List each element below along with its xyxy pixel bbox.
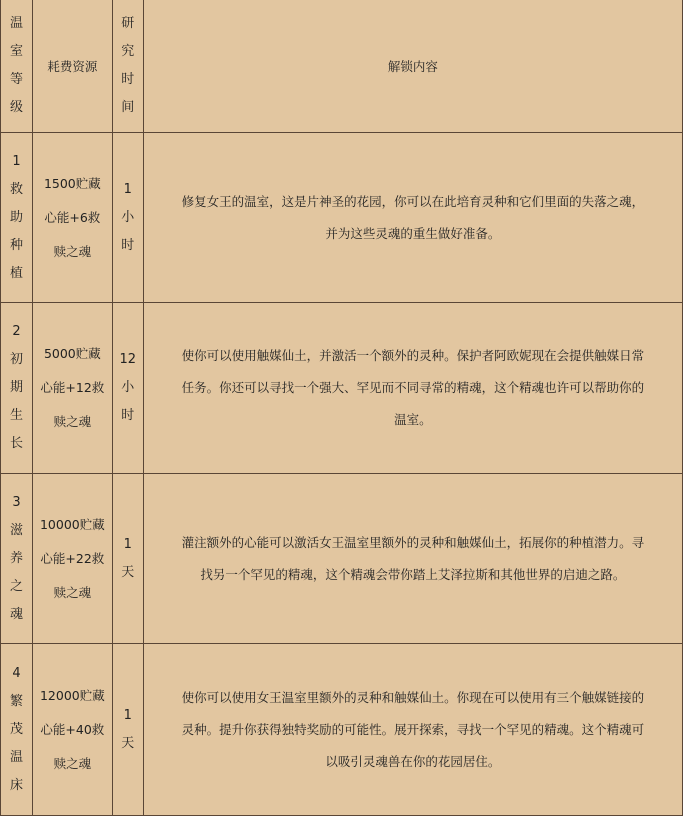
time-cell: 1 天 xyxy=(112,474,143,644)
level-cell: 3 滋 养 之 魂 xyxy=(1,474,33,644)
header-unlock: 解锁内容 xyxy=(143,0,682,133)
level-cell: 1 救 助 种 植 xyxy=(1,133,33,303)
unlock-cell: 使你可以使用触媒仙土，并激活一个额外的灵种。保护者阿欧妮现在会提供触媒日常 任务。你还可以寻找一个强大、罕见而不同寻常的精魂，这个精魂也许可以帮助你的 温室。 xyxy=(143,303,682,474)
level-cell: 2 初 期 生 长 xyxy=(1,303,33,474)
cost-cell: 5000贮藏 心能+12救 赎之魂 xyxy=(32,303,112,474)
cost-cell: 1500贮藏 心能+6救 赎之魂 xyxy=(32,133,112,303)
cost-cell: 12000贮藏 心能+40救 赎之魂 xyxy=(32,644,112,816)
table-row xyxy=(1,644,683,816)
unlock-cell: 使你可以使用女王温室里额外的灵种和触媒仙土。你现在可以使用有三个触媒链接的 灵种。提升你获得独特奖励的可能性。展开探索，寻找一个罕见的精魂。这个精魂可 以吸引灵魂兽在你的花园居住。 xyxy=(143,644,682,816)
header-time: 研 究 时 间 xyxy=(112,0,143,133)
time-cell: 12 小 时 xyxy=(112,303,143,474)
header-cost: 耗费资源 xyxy=(32,0,112,133)
header-row xyxy=(1,0,683,133)
cost-cell: 10000贮藏 心能+22救 赎之魂 xyxy=(32,474,112,644)
level-cell: 4 繁 茂 温 床 xyxy=(1,644,33,816)
time-cell: 1 小 时 xyxy=(112,133,143,303)
table-row xyxy=(1,303,683,474)
unlock-cell: 修复女王的温室，这是片神圣的花园，你可以在此培育灵种和它们里面的失落之魂， 并为这些灵魂的重生做好准备。 xyxy=(143,133,682,303)
time-cell: 1 天 xyxy=(112,644,143,816)
unlock-cell: 灌注额外的心能可以激活女王温室里额外的灵种和触媒仙土，拓展你的种植潜力。寻 找另一个罕见的精魂，这个精魂会带你踏上艾泽拉斯和其他世界的启迪之路。 xyxy=(143,474,682,644)
table-row xyxy=(1,474,683,644)
header-level: 温 室 等 级 xyxy=(1,0,33,133)
table-row xyxy=(1,133,683,303)
